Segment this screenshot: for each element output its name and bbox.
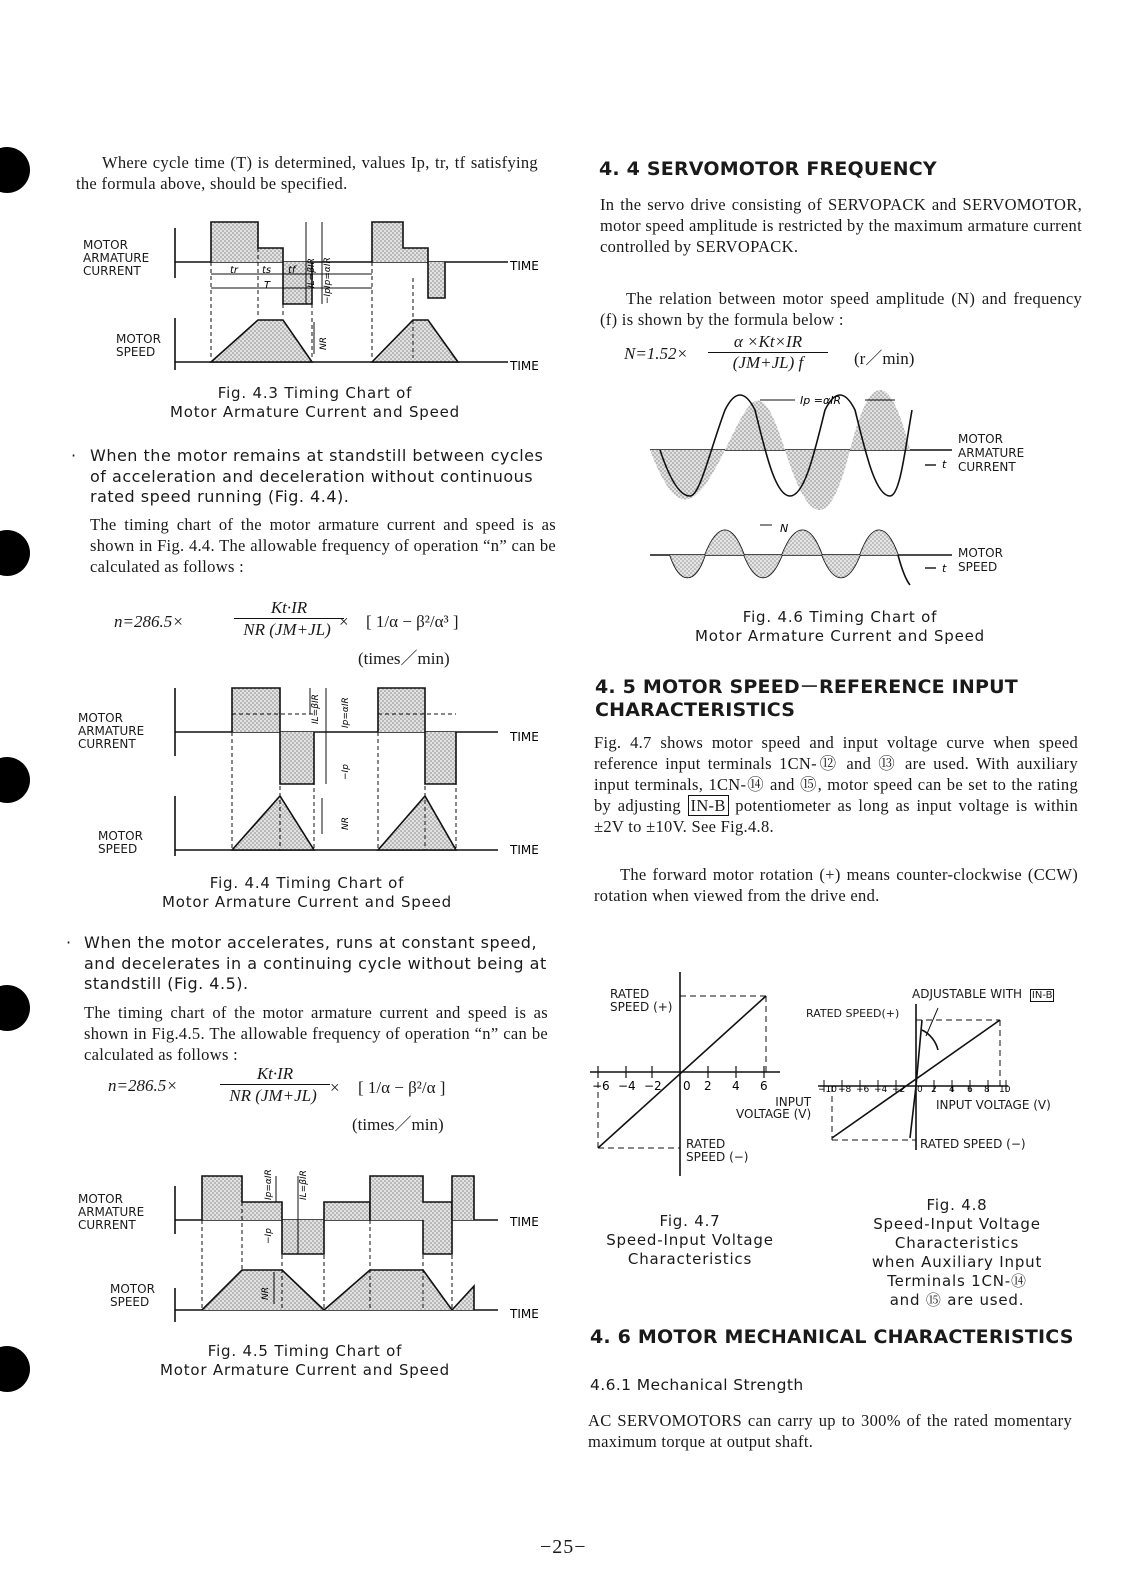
input-voltage-label: INPUT VOLTAGE (V) — [936, 1098, 1051, 1112]
tick-label: 8 — [984, 1085, 990, 1095]
rated-speed-positive-label: RATED SPEED (+) — [610, 987, 673, 1014]
mark-ip: Ip=αIR — [264, 1169, 274, 1200]
motor-armature-current-label: MOTOR ARMATURE CURRENT — [83, 238, 150, 278]
section-4-4-paragraph-1: In the servo drive consisting of SERVOPACK and SERVOMOTOR, motor speed amplitude is restricted by the maximum armature current controlled by SERVOPACK. — [600, 195, 1082, 256]
mark-nr: NR — [261, 1287, 271, 1300]
time-label: TIME — [510, 1307, 539, 1321]
mark-T: T — [264, 280, 271, 291]
mark-ip: Ip=αIR — [323, 257, 333, 288]
motor-armature-current-label: MOTOR ARMATURE CURRENT — [78, 711, 145, 751]
section-4-4-title: 4. 4 SERVOMOTOR FREQUENCY — [599, 158, 937, 180]
binder-hole — [0, 757, 30, 803]
fig-4-5-caption: Fig. 4.5 Timing Chart of Motor Armature Current and Speed — [159, 1342, 451, 1379]
section-4-6-paragraph: AC SERVOMOTORS can carry up to 300% of the rated momentary maximum torque at output shaft. — [588, 1411, 1072, 1451]
motor-speed-label: MOTOR SPEED — [116, 332, 161, 359]
tick-label: 10 — [999, 1085, 1011, 1095]
mark-nr: NR — [341, 817, 351, 830]
tick-label: 2 — [704, 1079, 712, 1093]
binder-hole — [0, 1346, 30, 1392]
input-voltage-label: INPUT VOLTAGE (V) — [736, 1095, 812, 1121]
tick-label: 4 — [949, 1085, 955, 1095]
time-label: TIME — [510, 259, 539, 273]
motor-armature-current-label: MOTOR ARMATURE CURRENT — [78, 1192, 145, 1232]
tick-label: −6 — [592, 1079, 610, 1093]
formula-frequency-2: n=286.5× Kt·IR NR (JM+JL) × [ 1/α − β²/α ] (times／min) — [108, 1064, 446, 1134]
fig-4-4-caption: Fig. 4.4 Timing Chart of Motor Armature Current and Speed — [161, 874, 453, 911]
time-label: TIME — [510, 359, 539, 373]
tick-label: 6 — [760, 1079, 768, 1093]
adjustable-with-label: ADJUSTABLE WITH IN-B — [912, 987, 1053, 1001]
section-4-4-paragraph-2: The relation between motor speed amplitude (N) and frequency (f) is shown by the formula below : — [600, 289, 1082, 329]
rated-speed-negative-label: RATED SPEED (−) — [920, 1137, 1026, 1151]
mark-tf: tf — [288, 265, 296, 276]
tick-label: −2 — [892, 1085, 906, 1095]
fig-4-4-chart — [78, 684, 548, 864]
tick-label: 6 — [967, 1085, 973, 1095]
tick-label: 4 — [732, 1079, 740, 1093]
page-number: −25− — [540, 1536, 587, 1558]
section-4-6-1-subtitle: 4.6.1 Mechanical Strength — [590, 1376, 804, 1394]
bullet-continuous-cycle: · When the motor accelerates, runs at constant speed, and decelerates in a continuing cycle without being at standstill (Fig. 4.5). — [66, 933, 547, 993]
mark-ip-neg: −Ip — [264, 1228, 274, 1244]
time-label: TIME — [510, 1215, 539, 1229]
mark-nr: NR — [319, 337, 329, 350]
fig-4-8-caption: Fig. 4.8 Speed-Input Voltage Characteristics when Auxiliary Input Terminals 1CN-⑭ and ⑮ are used. — [871, 1196, 1043, 1309]
mark-ts: ts — [262, 265, 272, 276]
mark-il: IL=βIR — [299, 1170, 309, 1200]
mark-ip-neg: −Ip — [323, 288, 333, 304]
intro-paragraph: Where cycle time (T) is determined, values Ip, tr, tf satisfying the formula above, should be specified. — [76, 153, 538, 193]
formula-frequency-1: n=286.5× Kt·IR NR (JM+JL) × [ 1/α − β²/α³ ] (times／min) — [114, 598, 459, 668]
mark-il: IL=βIR — [307, 258, 317, 288]
paragraph-fig45: The timing chart of the motor armature current and speed is as shown in Fig.4.5. The allowable frequency of operation “n” can be calculated as follows : — [84, 1003, 548, 1064]
fig-4-6-caption: Fig. 4.6 Timing Chart of Motor Armature Current and Speed — [694, 608, 986, 645]
formula-speed-amplitude: N=1.52× α ×Kt×IR (JM+JL) f (r／min) — [624, 332, 915, 372]
section-4-5-paragraph-1: Fig. 4.7 shows motor speed and input voltage curve when speed reference input terminals 1CN-⑫ and ⑬ are used. With auxiliary input terminals, 1CN-⑭ and ⑮, motor speed can be set to the rating by adjusting IN-B potentiometer as long as input voltage is within ±2V to ±10V. See Fig.4.8. — [594, 733, 1078, 836]
tick-label: −8 — [838, 1085, 852, 1095]
motor-armature-current-label: MOTOR ARMATURE CURRENT — [958, 432, 1025, 474]
motor-speed-label: MOTOR SPEED — [110, 1282, 155, 1309]
time-label: TIME — [510, 843, 539, 857]
rated-speed-positive-label: RATED SPEED(+) — [806, 1007, 900, 1020]
binder-hole — [0, 147, 30, 193]
fig-4-8-chart — [818, 1000, 1018, 1160]
tick-label: 0 — [683, 1079, 691, 1093]
binder-hole — [0, 530, 30, 576]
mark-tr: tr — [230, 265, 239, 276]
time-label: TIME — [510, 730, 539, 744]
fig-4-3-caption: Fig. 4.3 Timing Chart of Motor Armature Current and Speed — [169, 384, 461, 421]
ip-label: Ip =αIR — [800, 394, 842, 407]
mark-il: IL=βIR — [311, 694, 321, 724]
t-label: t — [942, 562, 947, 575]
rated-speed-negative-label: RATED SPEED (−) — [686, 1137, 749, 1164]
fig-4-6-chart — [640, 390, 960, 600]
tick-label: −4 — [874, 1085, 888, 1095]
motor-speed-label: MOTOR SPEED — [98, 829, 143, 856]
section-4-5-title: 4. 5 MOTOR SPEED－REFERENCE INPUT CHARACTERISTICS — [595, 676, 1018, 721]
tick-label: 0 — [917, 1085, 923, 1095]
n-label: N — [780, 522, 789, 535]
tick-label: 2 — [931, 1085, 937, 1095]
fig-4-7-caption: Fig. 4.7 Speed-Input Voltage Characteristics — [606, 1212, 774, 1268]
tick-label: −10 — [818, 1085, 837, 1095]
bullet-standstill: · When the motor remains at standstill between cycles of acceleration and deceleration without continuous rated speed running (Fig. 4.4). — [71, 446, 544, 506]
tick-label: −6 — [856, 1085, 870, 1095]
mark-ip-neg: −Ip — [341, 764, 351, 780]
section-4-5-paragraph-2: The forward motor rotation (+) means counter-clockwise (CCW) rotation when viewed from the drive end. — [594, 865, 1078, 905]
motor-speed-label: MOTOR SPEED — [958, 546, 1003, 574]
mark-ip: Ip=αIR — [341, 697, 351, 728]
t-label: t — [942, 458, 947, 471]
section-4-6-title: 4. 6 MOTOR MECHANICAL CHARACTERISTICS — [590, 1326, 1074, 1348]
paragraph-fig44: The timing chart of the motor armature current and speed is as shown in Fig. 4.4. The allowable frequency of operation “n” can be calculated as follows : — [90, 515, 556, 576]
binder-hole — [0, 985, 30, 1031]
tick-label: −2 — [644, 1079, 662, 1093]
tick-label: −4 — [618, 1079, 636, 1093]
